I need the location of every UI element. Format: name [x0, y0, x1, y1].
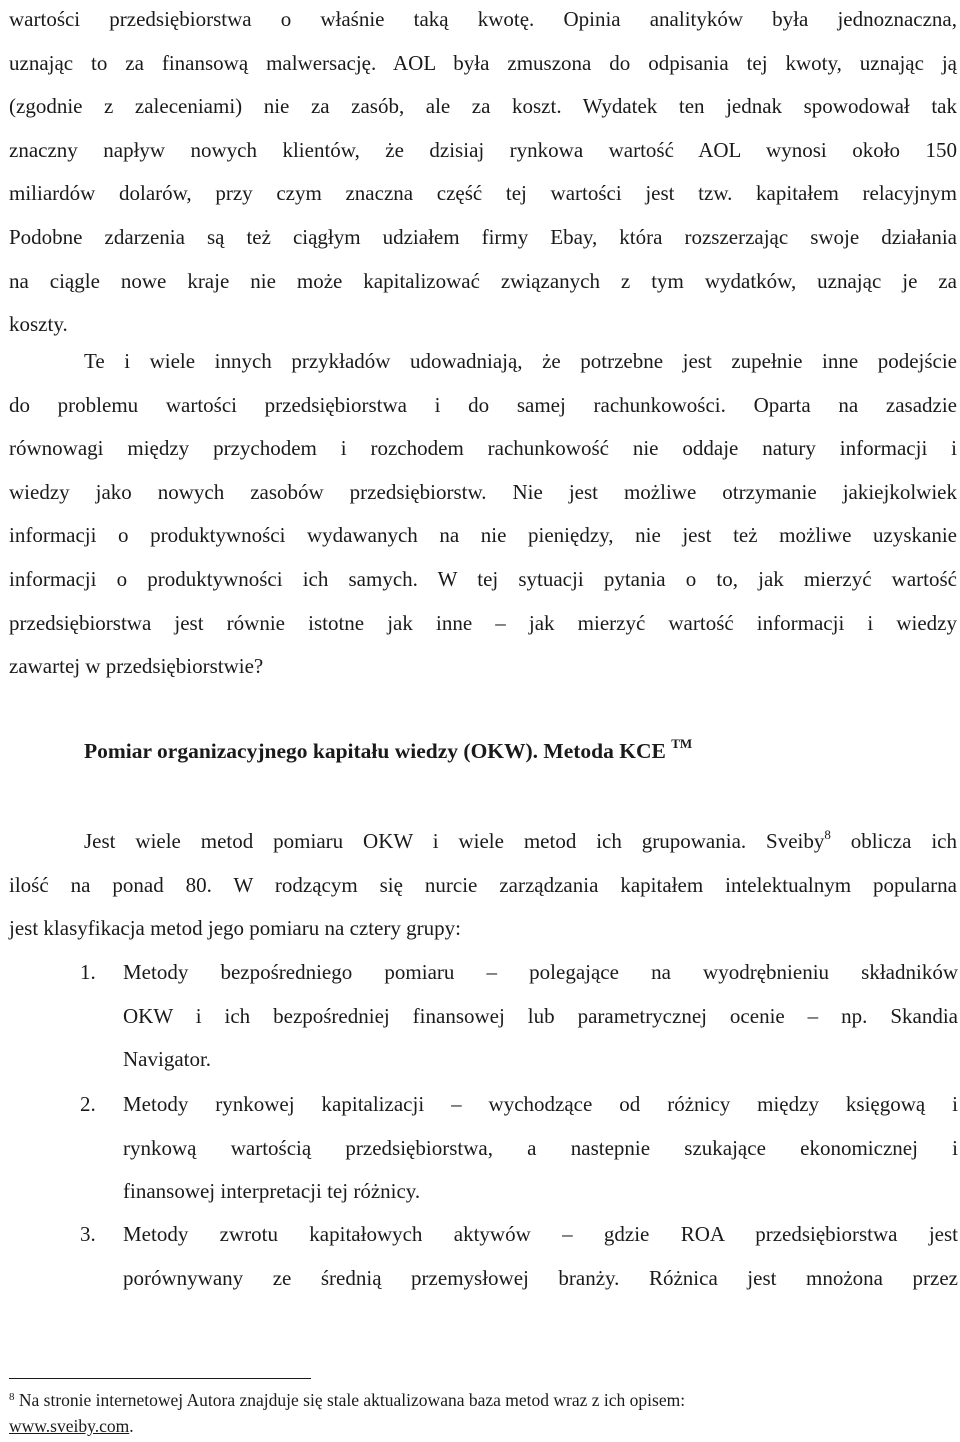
text-line: do problemu wartości przedsiębiorstwa i do samej rachunkowości. Oparta na zasadzie: [9, 392, 957, 417]
list-number: 2.: [80, 1092, 96, 1116]
paragraph-aol-ebay: [9, 0, 957, 347]
text-line: ilość na ponad 80. W rodzącym się nurcie zarządzania kapitałem intelektualnym popularna: [9, 872, 957, 897]
text-line: na ciągle nowe kraje nie może kapitalizować związanych z tym wydatków, uznając je za: [9, 268, 957, 293]
text-line: Podobne zdarzenia są też ciągłym udziałem firmy Ebay, która rozszerzając swoje działania: [9, 224, 957, 249]
footnote-separator: [9, 1378, 311, 1379]
list-item-body: [123, 1213, 958, 1300]
text-line: Te i wiele innych przykładów udowadniają, że potrzebne jest zupełnie inne podejście: [84, 349, 957, 373]
list-number: 1.: [80, 960, 96, 984]
text-line: zawartej w przedsiębiorstwie?: [9, 654, 264, 679]
text-line: informacji o produktywności wydawanych na nie pieniędzy, nie jest też możliwe uzyskanie: [9, 523, 957, 548]
footnote-link[interactable]: www.sveiby.com: [9, 1416, 130, 1436]
section-heading: [84, 736, 692, 764]
text-line: Metody zwrotu kapitałowych aktywów – gdzie ROA przedsiębiorstwa jest: [123, 1222, 958, 1246]
footnote-number: 8: [9, 1391, 15, 1403]
text-line: [9, 820, 957, 864]
trademark-superscript: TM: [671, 736, 693, 751]
text-line: jest klasyfikacja metod jego pomiaru na cztery grupy:: [9, 916, 461, 941]
text-line: równowagi między przychodem i rozchodem rachunkowość nie oddaje natury informacji i: [9, 436, 957, 461]
text-line: rynkową wartością przedsiębiorstwa, a nastepnie szukające ekonomicznej i: [123, 1135, 958, 1160]
text-line: porównywany ze średnią przemysłowej branży. Różnica jest mnożona przez: [123, 1265, 958, 1290]
text-line: przedsiębiorstwa jest równie istotne jak inne – jak mierzyć wartość informacji i wiedzy: [9, 610, 957, 635]
text-line: Navigator.: [123, 1047, 212, 1072]
paragraph-methods-intro: [9, 820, 957, 951]
text-line: znaczny napływ nowych klientów, że dzisiaj rynkowa wartość AOL wynosi około 150: [9, 137, 957, 162]
list-item-body: [123, 1083, 958, 1214]
text-line: finansowej interpretacji tej różnicy.: [123, 1179, 421, 1204]
text-segment: oblicza ich: [830, 829, 957, 853]
text-line: Metody bezpośredniego pomiaru – polegające na wyodrębnieniu składników: [123, 960, 958, 984]
text-line: wiedzy jako nowych zasobów przedsiębiorstw. Nie jest możliwe otrzymanie jakiejkolwiek: [9, 479, 957, 504]
text-line: miliardów dolarów, przy czym znaczna część tej wartości jest tzw. kapitałem relacyjnym: [9, 181, 957, 206]
text-line: wartości przedsiębiorstwa o właśnie taką kwotę. Opinia analityków była jednoznaczna,: [9, 7, 957, 31]
heading-text: Pomiar organizacyjnego kapitału wiedzy (OKW). Metoda KCE: [84, 739, 666, 763]
text-line: uznając to za finansową malwersację. AOL była zmuszona do odpisania tej kwoty, uznając ją: [9, 50, 957, 75]
footnote-reference[interactable]: 8: [824, 827, 831, 842]
footnote-link-suffix: .: [129, 1416, 134, 1436]
text-line: OKW i ich bezpośredniej finansowej lub parametrycznej ocenie – np. Skandia: [123, 1003, 958, 1028]
footnote: [9, 1384, 957, 1439]
text-segment: Jest wiele metod pomiaru OKW i wiele metod ich grupowania. Sveiby: [84, 829, 825, 853]
text-line: informacji o produktywności ich samych. W tej sytuacji pytania o to, jak mierzyć wartość: [9, 566, 957, 591]
list-number: 3.: [80, 1222, 96, 1246]
text-line: (zgodnie z zaleceniami) nie za zasób, ale za koszt. Wydatek ten jednak spowodował tak: [9, 94, 957, 119]
text-line: koszty.: [9, 312, 68, 337]
footnote-text: Na stronie internetowej Autora znajduje się stale aktualizowana baza metod wraz z ich opisem:: [14, 1390, 686, 1410]
list-item-body: [123, 951, 958, 1082]
paragraph-accounting: [9, 340, 957, 689]
text-line: Metody rynkowej kapitalizacji – wychodzące od różnicy między księgową i: [123, 1092, 958, 1116]
